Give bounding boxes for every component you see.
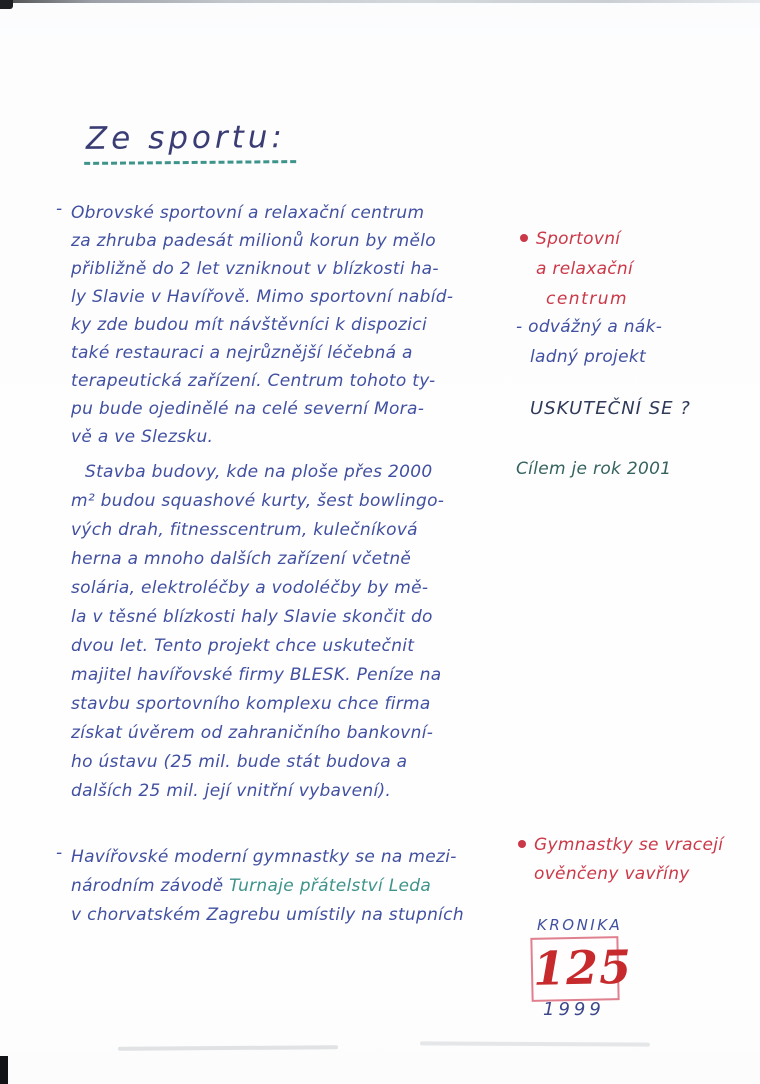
- stamp-label: KRONIKA: [537, 916, 623, 934]
- bullet-dot-icon: [518, 840, 526, 848]
- scan-edge-line: [0, 0, 760, 3]
- text-line: ly Slavie v Havířově. Mimo sportovní nabíd-: [71, 287, 454, 307]
- highlighted-tournament-name: Turnaje přátelství Leda: [229, 876, 432, 896]
- text-line: pu bude ojedinělé na celé severní Mora-: [71, 399, 425, 419]
- text-line: la v těsné blízkosti haly Slavie skončit do: [71, 607, 433, 627]
- margin-note-question: USKUTEČNÍ SE ?: [530, 398, 691, 419]
- text-line: dvou let. Tento projekt chce uskutečnit: [71, 636, 415, 656]
- margin-note-sport-centre: [520, 224, 633, 314]
- stamp-year: 1999: [543, 999, 605, 1020]
- note-text: Sportovní: [536, 229, 621, 249]
- stamp-number-box: [530, 936, 633, 1002]
- paragraph-building: [56, 458, 518, 806]
- text-line: majitel havířovské firmy BLESK. Peníze na: [71, 665, 442, 685]
- text-line: Stavba budovy, kde na ploše přes 2000: [85, 462, 433, 482]
- margin-note-project: [516, 312, 662, 372]
- text-line: ho ústavu (25 mil. bude stát budova a: [71, 752, 408, 772]
- note-line: ladný projekt: [530, 347, 646, 367]
- page-title: Ze sportu:: [84, 119, 296, 165]
- text-line: herna a mnoho dalších zařízení včetně: [71, 549, 412, 569]
- text-segment: národním závodě: [71, 876, 230, 896]
- text-line: Obrovské sportovní a relaxační centrum: [71, 203, 425, 223]
- scan-bottom-mark: [0, 1056, 8, 1084]
- scan-smudge: [118, 1045, 338, 1051]
- paragraph-dash: -: [56, 843, 63, 863]
- text-line: m² budou squashové kurty, šest bowlingo-: [71, 491, 445, 511]
- paragraph-dash: -: [56, 199, 63, 219]
- text-line: vých drah, fitnesscentrum, kulečníková: [71, 520, 418, 540]
- body-column: [56, 199, 518, 930]
- text-line: stavbu sportovního komplexu chce firma: [71, 694, 431, 714]
- text-line: dalších 25 mil. její vnitřní vybavení).: [71, 781, 392, 801]
- text-line: Havířovské moderní gymnastky se na mezi-: [71, 847, 457, 867]
- stamp-page-number: 125: [532, 939, 633, 996]
- paragraph-gymnasts: [56, 843, 518, 930]
- note-line: centrum: [546, 289, 629, 309]
- note-line: [520, 224, 633, 254]
- note-text: Gymnastky se vracejí: [534, 835, 724, 855]
- text-line: solária, elektroléčby a vodoléčby by mě-: [71, 578, 429, 598]
- scan-corner-mark: [0, 0, 13, 9]
- paragraph-sport-centre: [56, 199, 518, 451]
- note-line: [518, 831, 723, 860]
- text-line: ky zde budou mít návštěvníci k dispozici: [71, 315, 427, 335]
- text-line: vě a ve Slezsku.: [71, 427, 214, 447]
- note-line: ověnčeny vavříny: [534, 864, 690, 884]
- note-line: - odvážný a nák-: [516, 317, 663, 337]
- text-line: také restauraci a nejrůznější léčebná a: [71, 343, 413, 363]
- note-line: a relaxační: [536, 259, 634, 279]
- margin-note-gymnasts: [518, 831, 723, 889]
- text-line: přibližně do 2 let vzniknout v blízkosti ha-: [71, 259, 439, 279]
- text-line: terapeutická zařízení. Centrum tohoto ty-: [71, 371, 436, 391]
- bullet-dot-icon: [520, 234, 528, 242]
- text-line: v chorvatském Zagrebu umístily na stupních: [71, 905, 464, 925]
- text-line: [71, 872, 518, 901]
- text-line: za zhruba padesát milionů korun by mělo: [71, 231, 436, 251]
- margin-note-goal-year: Cílem je rok 2001: [516, 459, 672, 479]
- scan-smudge: [420, 1041, 650, 1046]
- text-line: získat úvěrem od zahraničního bankovní-: [71, 723, 434, 743]
